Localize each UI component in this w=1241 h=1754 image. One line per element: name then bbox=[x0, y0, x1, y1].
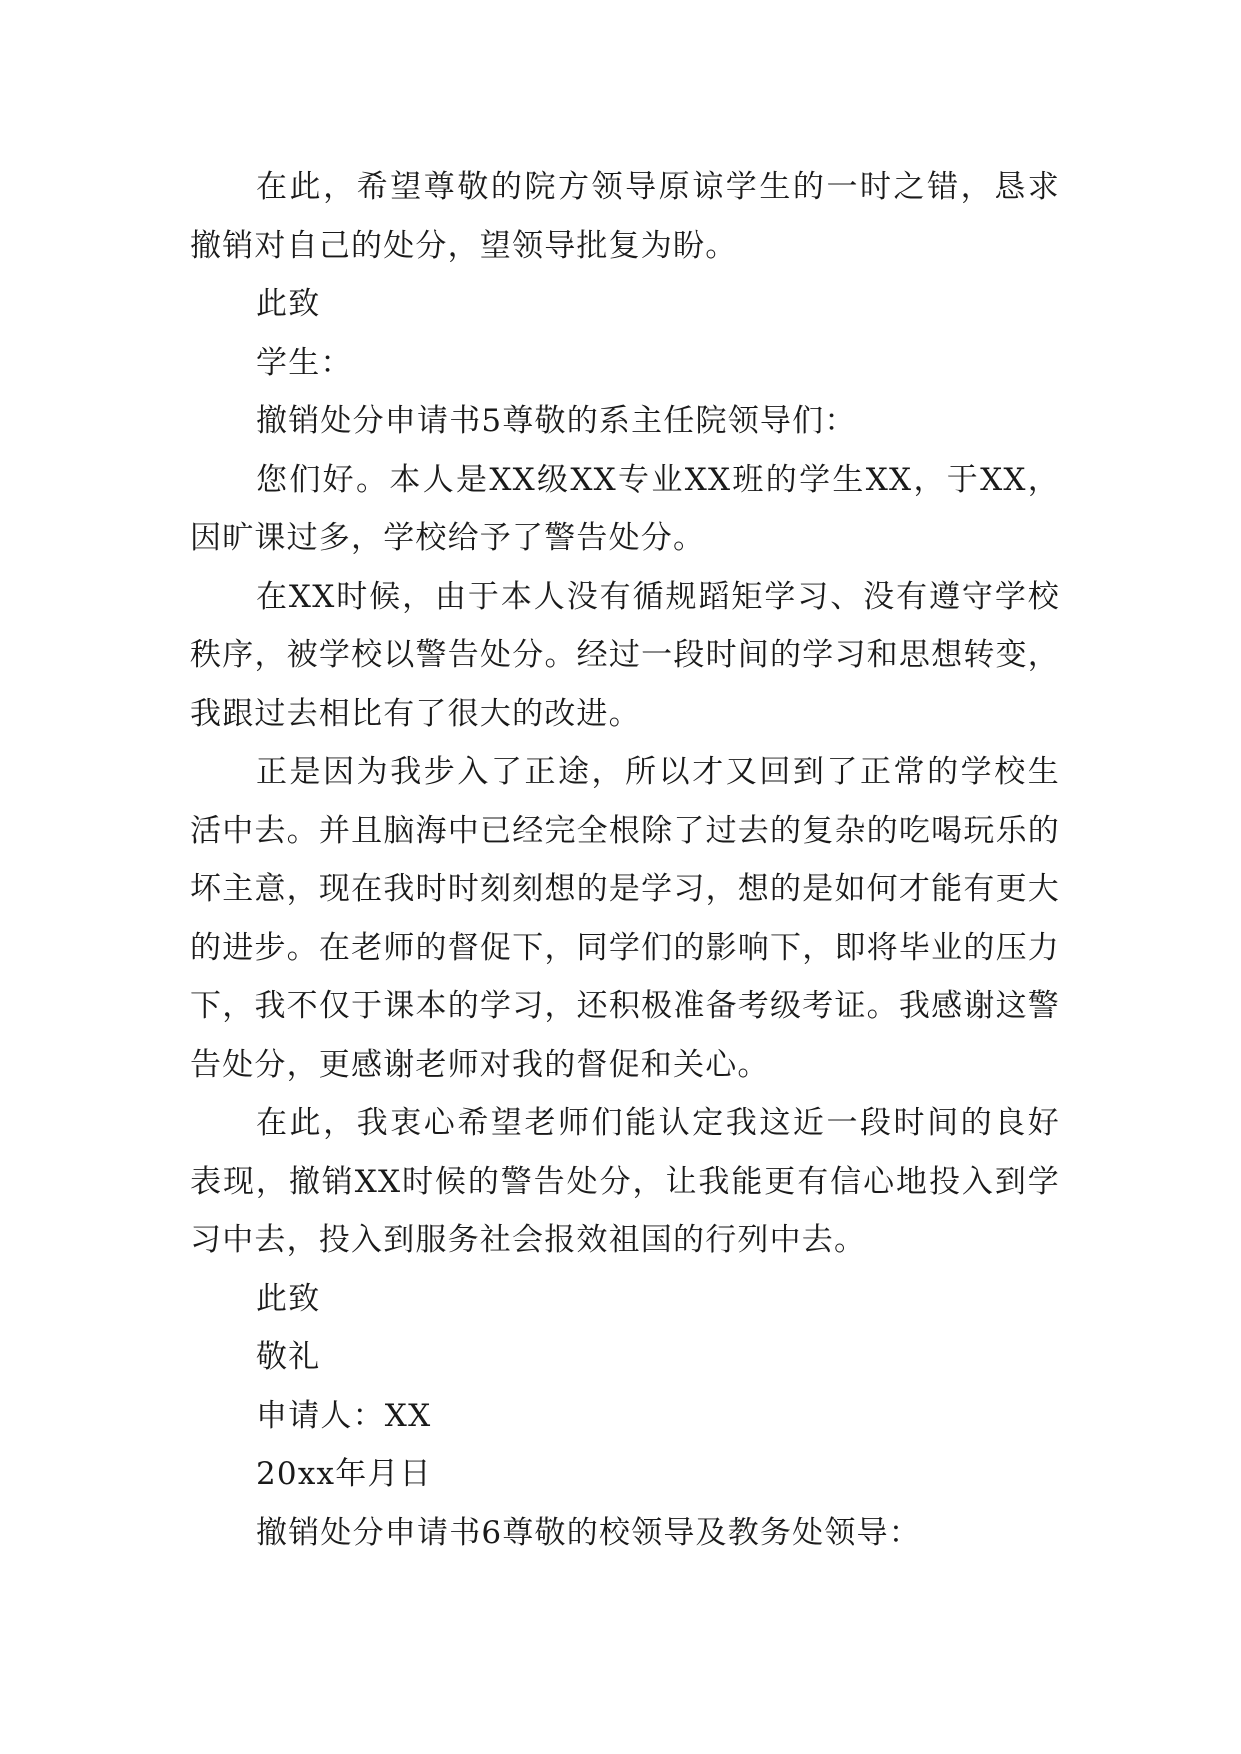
salutation-cizhi-2: 此致 bbox=[256, 1280, 321, 1317]
signature-applicant: 申请人：XX bbox=[256, 1397, 432, 1434]
heading-letter-5: 撤销处分申请书5尊敬的系主任院领导们： bbox=[256, 403, 857, 439]
paragraph-request: 在此，我衷心希望老师们能认定我这近一段时间的良好表现，撤销XX时候的警告处分，让我能更有信心地投入到学习中去，投入到服务社会报效祖国的行列中去。 bbox=[190, 1105, 1060, 1258]
signature-student: 学生： bbox=[256, 344, 353, 381]
paragraph-introduction: 您们好。本人是XX级XX专业XX班的学生XX，于XX，因旷课过多，学校给予了警告处分。 bbox=[190, 461, 1060, 556]
paragraph-request-forgiveness: 在此，希望尊敬的院方领导原谅学生的一时之错，恳求撤销对自己的处分，望领导批复为盼。 bbox=[190, 169, 1060, 264]
salutation-cizhi: 此致 bbox=[256, 286, 321, 322]
salutation-jingli: 敬礼 bbox=[256, 1339, 321, 1375]
signature-date: 20xx年月日 bbox=[256, 1456, 432, 1492]
paragraph-background: 在XX时候，由于本人没有循规蹈矩学习、没有遵守学校秩序，被学校以警告处分。经过一段时间的学习和思想转变，我跟过去相比有了很大的改进。 bbox=[190, 578, 1060, 732]
document-body bbox=[190, 158, 1060, 1562]
heading-letter-6: 撤销处分申请书6尊敬的校领导及教务处领导： bbox=[256, 1514, 921, 1551]
paragraph-improvement: 正是因为我步入了正途，所以才又回到了正常的学校生活中去。并且脑海中已经完全根除了过去的复杂的吃喝玩乐的坏主意，现在我时时刻刻想的是学习，想的是如何才能有更大的进步。在老师的督促下，同学们的影响下，即将毕业的压力下，我不仅于课本的学习，还积极准备考级考证。我感谢这警告处分，更感谢老师对我的督促和关心。 bbox=[190, 754, 1060, 1083]
